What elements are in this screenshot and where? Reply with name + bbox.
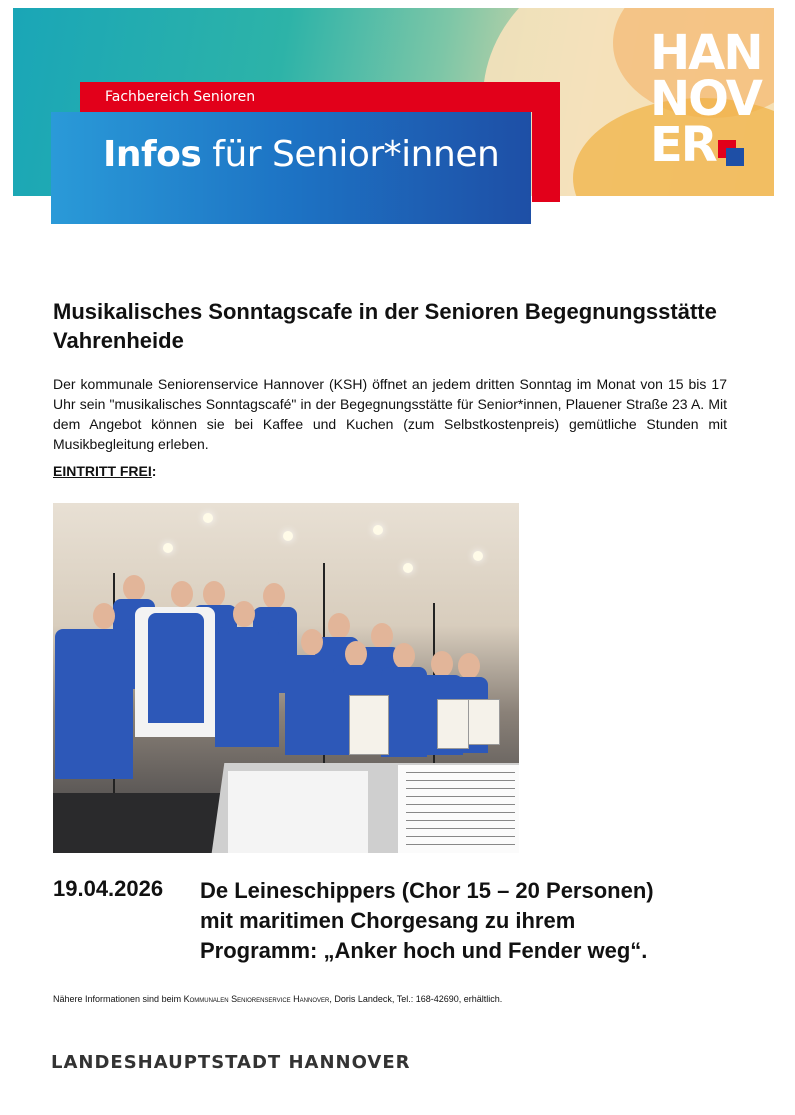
header-title-bold: Infos: [103, 134, 202, 175]
header-title: [103, 134, 499, 175]
title-bar: [51, 112, 531, 224]
entry-label: EINTRITT FREI: [53, 463, 152, 479]
header-title-rest: für Senior*innen: [201, 134, 500, 175]
music-sheet: [228, 771, 368, 853]
contact-suffix: , Doris Landeck, Tel.: 168-42690, erhältlich.: [329, 994, 503, 1004]
logo-line: HAN: [650, 25, 762, 81]
contact-info: [53, 994, 502, 1004]
contact-prefix: Nähere Informationen sind beim: [53, 994, 184, 1004]
event-line: Programm: „Anker hoch und Fender weg“.: [200, 938, 648, 963]
article-title: Musikalisches Sonntagscafe in der Senioren Begegnungsstätte Vahrenheide: [53, 299, 717, 353]
event-date: 19.04.2026: [53, 876, 164, 901]
logo-square-icon: [718, 140, 744, 166]
choir-photo: [53, 503, 519, 853]
footer-wordmark: LANDESHAUPTSTADT HANNOVER: [51, 1052, 411, 1073]
department-bar: [80, 82, 560, 112]
article-intro: Der kommunale Seniorenservice Hannover (KSH) öffnet an jedem dritten Sonntag im Monat von 15 bis 17 Uhr sein "musikalisches Sonntagscafé" in der Begegnungsstätte für Senior*innen, Plauener Straße 23 A. Mit dem Angebot können sie bei Kaffee und Kuchen (zum Selbstkostenpreis) gemütliche Stunden mit Musikbegleitung erleben.: [53, 376, 727, 452]
event-description: [200, 876, 760, 966]
entry-note: [53, 463, 156, 479]
event-line: mit maritimen Chorgesang zu ihrem: [200, 908, 576, 933]
contact-org: Kommunalen Seniorenservice Hannover: [183, 994, 330, 1004]
logo-line: ER: [650, 117, 716, 173]
music-sheet: [398, 765, 519, 853]
department-label: Fachbereich Senioren: [105, 89, 256, 105]
event-line: De Leineschippers (Chor 15 – 20 Personen): [200, 878, 654, 903]
logo-line: NOV: [650, 71, 761, 127]
entry-suffix: :: [151, 463, 157, 479]
